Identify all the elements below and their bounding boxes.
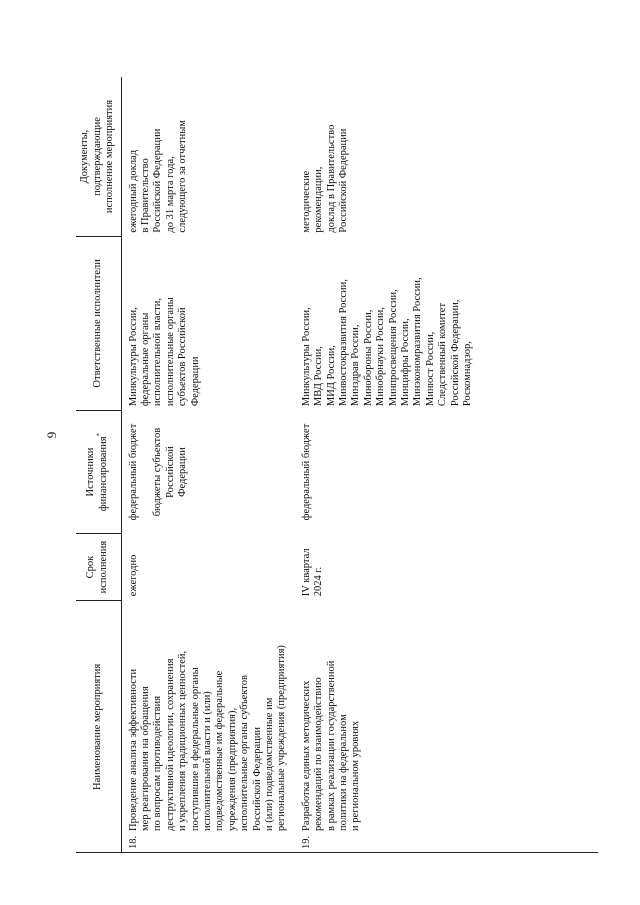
- text-line: деструктивной идеологии, сохранения: [164, 658, 176, 831]
- header-name: Наименование мероприятия: [76, 600, 121, 853]
- row-number: 19.: [300, 835, 312, 849]
- table-row: [295, 77, 481, 853]
- text-line: Российской Федерации,: [449, 299, 461, 407]
- text-line: исполнительные органы: [164, 297, 176, 407]
- header-source: Источники финансирования*: [76, 410, 121, 534]
- header-executors: Ответственные исполнители: [76, 237, 121, 411]
- text-line: IV квартал: [300, 548, 312, 597]
- text-line: Федерации: [189, 356, 201, 407]
- text-line: федеральные органы: [139, 312, 151, 407]
- cell-docs: [295, 77, 481, 237]
- text-line: рекомендаций по взаимодействию: [313, 677, 325, 831]
- text-line: Российской Федерации: [152, 128, 164, 233]
- text-line: рекомендации,: [313, 166, 325, 233]
- header-term: Срок исполнения: [76, 534, 121, 600]
- text-line: Минздрав России,: [350, 324, 362, 407]
- text-line: методические: [300, 170, 312, 233]
- text-line: Минобрнауки России,: [375, 307, 387, 407]
- text-line: МВД России,: [313, 346, 325, 407]
- text-line: Российской Федерации: [338, 128, 349, 233]
- text-line: политики на федеральном: [338, 714, 349, 831]
- text-line: Минюст России,: [424, 331, 436, 407]
- cell-source: [121, 410, 295, 534]
- text-line: Минэкономразвития России,: [412, 277, 424, 407]
- text-line: субъектов Российской: [177, 307, 189, 407]
- text-line: Минпросвещения России,: [387, 289, 399, 407]
- text-line: до 31 марта года,: [164, 156, 176, 233]
- text-line: исполнительные органы субъектов: [239, 675, 251, 831]
- cell-source: [295, 410, 481, 534]
- text-line: мер реагирования на обращения: [139, 686, 151, 831]
- text-line: МИД России,: [325, 345, 337, 407]
- table-header-row: [76, 77, 121, 853]
- cell-term: [121, 534, 295, 600]
- text-line: учреждения (предприятия),: [226, 707, 238, 831]
- text-line: 2024 г.: [313, 566, 325, 597]
- page-number: 9: [44, 431, 59, 439]
- cell-docs: [121, 77, 295, 237]
- text-line: Разработка единых методических: [300, 680, 312, 831]
- text-line: Минкультуры России,: [300, 307, 312, 407]
- table-row: [121, 77, 295, 853]
- action-plan-table: [76, 77, 480, 853]
- text-line: исполнительной власти,: [152, 298, 164, 407]
- text-line: Российской Федерации: [251, 727, 263, 831]
- text-line: Минвостокразвития России,: [338, 279, 349, 407]
- row-number: 18.: [127, 835, 139, 849]
- cell-term: [295, 534, 481, 600]
- cell-executors: [121, 237, 295, 411]
- text-line: и региональном уровнях: [350, 720, 362, 831]
- header-docs: Документы, подтверждающие исполнение мероприятия: [76, 77, 121, 237]
- text-line: Следственный комитет: [437, 302, 449, 407]
- text-line: ежегодный доклад: [127, 149, 139, 233]
- text-line: Минобороны России,: [362, 309, 374, 407]
- text-line: в рамках реализации государственной: [325, 660, 337, 831]
- text-line: ежегодно: [127, 554, 139, 597]
- cell-name: [121, 600, 295, 853]
- text-line: исполнительной власти и (или): [201, 691, 213, 831]
- text-line: по вопросам противодействия: [152, 695, 164, 831]
- text-line: региональные учреждения (предприятия): [276, 645, 288, 831]
- cell-executors: [295, 237, 481, 411]
- text-line: доклад в Правительство: [325, 124, 337, 233]
- text-line: федеральный бюджет: [127, 423, 139, 521]
- text-line: Роскомнадзор,: [462, 341, 474, 407]
- text-line: Федерации: [177, 447, 189, 497]
- text-line: поступившие в федеральные органы: [189, 667, 201, 831]
- cell-name: [295, 600, 481, 853]
- text-line: и укрепления традиционных ценностей,: [177, 650, 189, 831]
- text-line: Российской: [164, 446, 176, 498]
- text-line: и (или) подведомственные им: [263, 697, 275, 831]
- text-line: Минкультуры России,: [127, 307, 139, 407]
- text-line: в Правительство: [139, 158, 151, 233]
- text-line: Минцифры России,: [400, 318, 412, 407]
- text-line: бюджеты субъектов: [152, 427, 164, 517]
- text-line: федеральный бюджет: [300, 423, 312, 521]
- text-line: подведомственные им федеральные: [214, 670, 226, 831]
- text-line: Проведение анализа эффективности: [127, 668, 139, 831]
- text-line: следующего за отчетным: [177, 120, 189, 233]
- text-line: [140, 414, 152, 530]
